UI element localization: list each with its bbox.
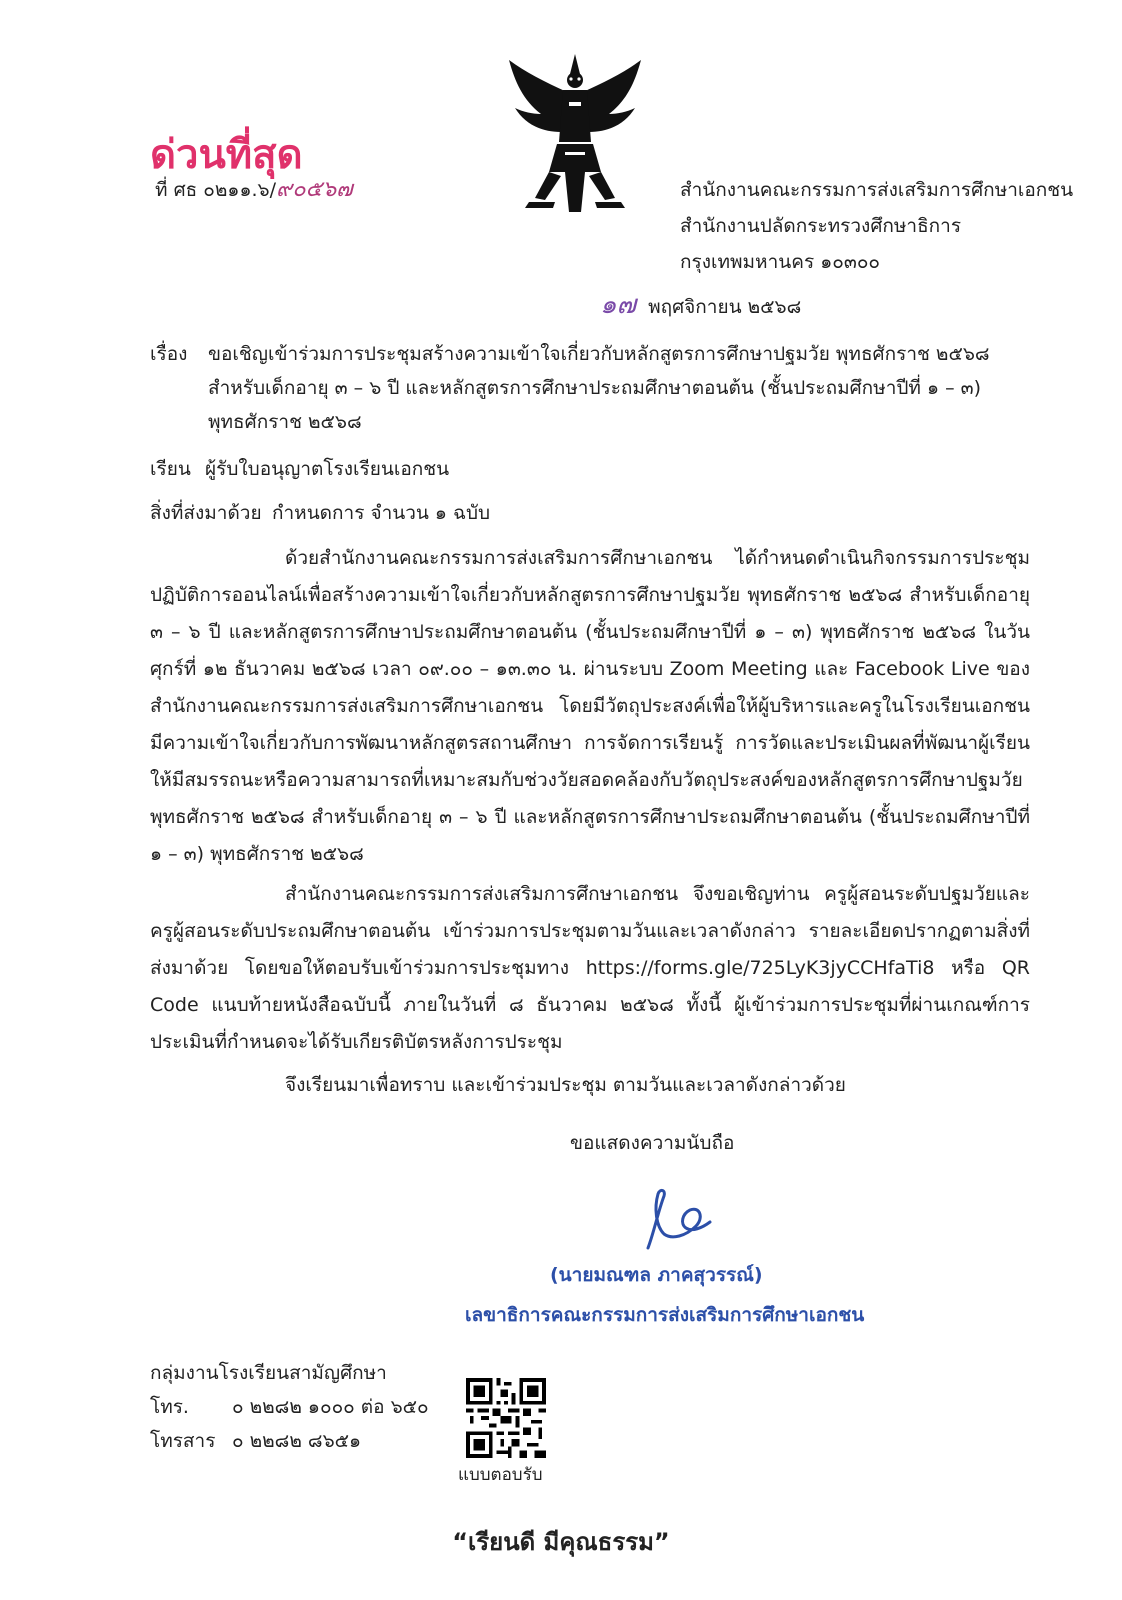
signatory-position: เลขาธิการคณะกรรมการส่งเสริมการศึกษาเอกชน	[465, 1304, 865, 1326]
qr-code[interactable]	[466, 1378, 546, 1458]
reference-prefix: ที่ ศธ ๐๒๑๑.๖/	[155, 179, 277, 201]
urgent-label: ด่วนที่สุด	[150, 132, 303, 178]
body-paragraph-2: สำนักงานคณะกรรมการส่งเสริมการศึกษาเอกชน จึงขอเชิญท่าน ครูผู้สอนระดับปฐมวัยและครูผู้สอนระดับประถมศึกษาตอนต้น เข้าร่วมการประชุมตามวันและเวลาดังกล่าว รายละเอียดปรากฏตามสิ่งที่ส่งมาด้วย โดยขอให้ตอบรับเข้าร่วมการประชุมทาง https://forms.gle/725LyK3jyCCHfaTi8 หรือ QR Code แนบท้ายหนังสือฉบับนี้ ภายในวันที่ ๘ ธันวาคม ๒๕๖๘ ทั้งนี้ ผู้เข้าร่วมการประชุมที่ผ่านเกณฑ์การประเมินที่กำหนดจะได้รับเกียรติบัตรหลังการประชุม	[150, 883, 1030, 1053]
contact-tel-label: โทร.	[150, 1396, 189, 1418]
enclosure-value: กำหนดการ จำนวน ๑ ฉบับ	[272, 502, 491, 524]
body-paragraph-3: จึงเรียนมาเพื่อทราบ และเข้าร่วมประชุม ตามวันและเวลาดังกล่าวด้วย	[285, 1074, 846, 1096]
recipient-label: เรียน	[150, 458, 191, 480]
garuda-emblem	[505, 52, 645, 214]
body-paragraph-1: ด้วยสำนักงานคณะกรรมการส่งเสริมการศึกษาเอกชน ได้กำหนดดำเนินกิจกรรมการประชุมปฏิบัติการออนไลน์เพื่อสร้างความเข้าใจเกี่ยวกับหลักสูตรการศึกษาปฐมวัย พุทธศักราช ๒๕๖๘ สำหรับเด็กอายุ ๓ – ๖ ปี และหลักสูตรการศึกษาประถมศึกษาตอนต้น (ชั้นประถมศึกษาปีที่ ๑ – ๓) พุทธศักราช ๒๕๖๘ ในวันศุกร์ที่ ๑๒ ธันวาคม ๒๕๖๘ เวลา ๐๙.๐๐ – ๑๓.๓๐ น. ผ่านระบบ Zoom Meeting และ Facebook Live ของสำนักงานคณะกรรมการส่งเสริมการศึกษาเอกชน โดยมีวัตถุประสงค์เพื่อให้ผู้บริหารและครูในโรงเรียนเอกชนมีความเข้าใจเกี่ยวกับการพัฒนาหลักสูตรสถานศึกษา การจัดการเรียนรู้ การวัดและประเมินผลที่พัฒนาผู้เรียนให้มีสมรรถนะหรือความสามารถที่เหมาะสมกับช่วงวัยสอดคล้องกับวัตถุประสงค์ของหลักสูตรการศึกษาปฐมวัย พุทธศักราช ๒๕๖๘ สำหรับเด็กอายุ ๓ – ๖ ปี และหลักสูตรการศึกษาประถมศึกษาตอนต้น (ชั้นประถมศึกษาปีที่ ๑ – ๓) พุทธศักราช ๒๕๖๘	[150, 547, 1030, 865]
contact-department: กลุ่มงานโรงเรียนสามัญศึกษา	[150, 1362, 387, 1384]
date-month-year: พฤศจิกายน ๒๕๖๘	[648, 296, 802, 318]
contact-fax-label: โทรสาร	[150, 1430, 216, 1452]
recipient-value: ผู้รับใบอนุญาตโรงเรียนเอกชน	[205, 458, 450, 480]
motto: “เรียนดี มีคุณธรรม”	[452, 1528, 670, 1556]
agency-line-3: กรุงเทพมหานคร ๑๐๓๐๐	[680, 251, 881, 273]
signatory-name: (นายมณฑล ภาคสุวรรณ์)	[550, 1264, 763, 1286]
subject-line-3: พุทธศักราช ๒๕๖๘	[208, 411, 362, 433]
subject-label: เรื่อง	[150, 343, 188, 365]
document-date	[600, 292, 801, 320]
subject-line-1: ขอเชิญเข้าร่วมการประชุมสร้างความเข้าใจเกี่ยวกับหลักสูตรการศึกษาปฐมวัย พุทธศักราช ๒๕๖๘	[208, 343, 990, 365]
reference-handwritten-number: ๙๐๕๖๗	[276, 177, 353, 202]
qr-caption: แบบตอบรับ	[458, 1465, 543, 1485]
enclosure-label: สิ่งที่ส่งมาด้วย	[150, 502, 262, 524]
signature	[630, 1182, 720, 1254]
subject-line-2: สำหรับเด็กอายุ ๓ – ๖ ปี และหลักสูตรการศึกษาประถมศึกษาตอนต้น (ชั้นประถมศึกษาปีที่ ๑ – ๓)	[208, 377, 982, 399]
agency-line-2: สำนักงานปลัดกระทรวงศึกษาธิการ	[680, 215, 962, 237]
contact-fax-value: ๐ ๒๒๘๒ ๘๖๕๑	[232, 1430, 362, 1452]
contact-tel-value: ๐ ๒๒๘๒ ๑๐๐๐ ต่อ ๖๕๐	[232, 1396, 429, 1418]
agency-line-1: สำนักงานคณะกรรมการส่งเสริมการศึกษาเอกชน	[680, 179, 1074, 201]
closing-salutation: ขอแสดงความนับถือ	[570, 1132, 735, 1154]
reference-number	[155, 177, 353, 203]
date-day-handwritten: ๑๗	[600, 290, 637, 320]
